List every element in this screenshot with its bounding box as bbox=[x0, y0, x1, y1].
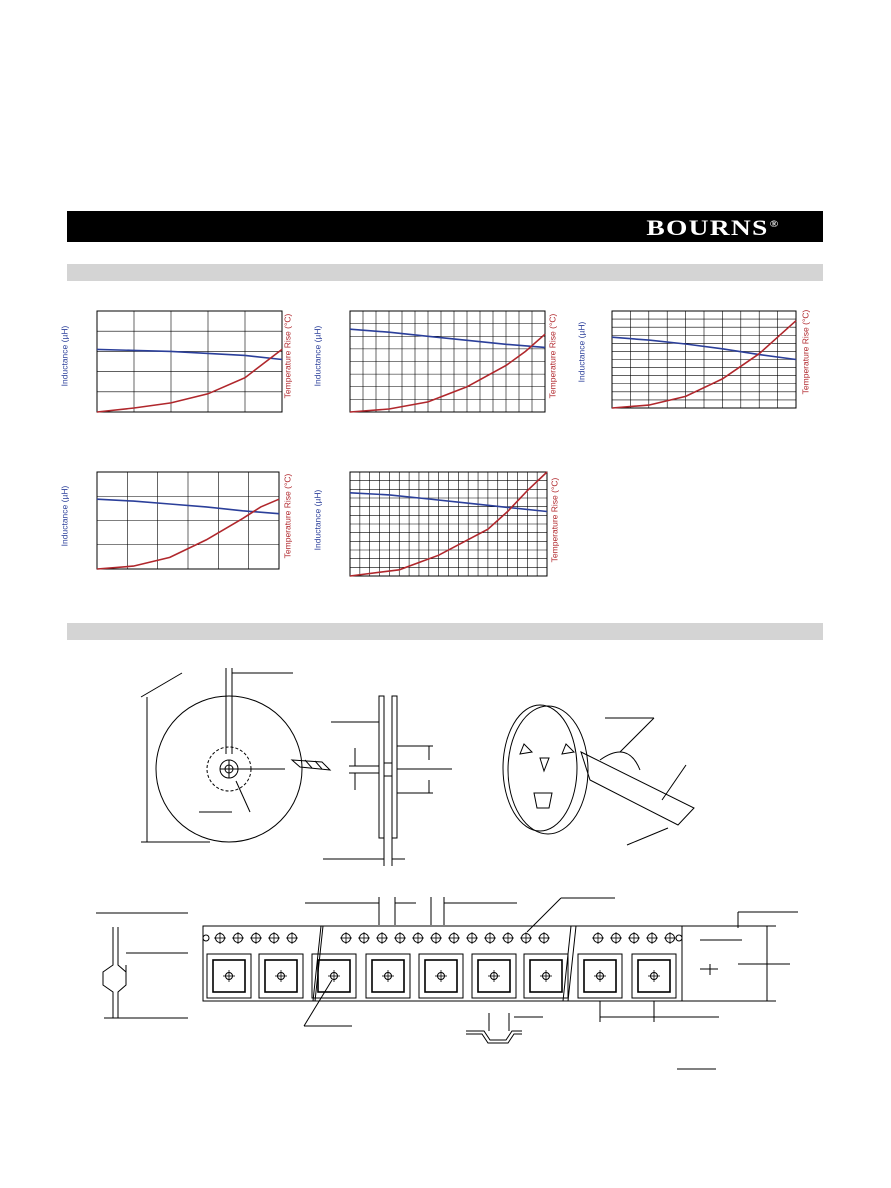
y-axis-label-temperature: Temperature Rise (°C) bbox=[547, 313, 558, 399]
y-axis-label-temperature: Temperature Rise (°C) bbox=[282, 313, 293, 399]
carrier-tape bbox=[203, 926, 682, 1001]
tape-side-profile bbox=[96, 913, 188, 1018]
tape-edge-notch bbox=[676, 935, 682, 941]
y-axis-label-inductance: Inductance (µH) bbox=[576, 321, 587, 383]
y-axis-label-temperature: Temperature Rise (°C) bbox=[549, 477, 560, 563]
brand-name: BOURNS bbox=[645, 215, 769, 240]
reel-side-view bbox=[323, 696, 452, 866]
registered-mark: ® bbox=[769, 218, 779, 229]
tape-edge-notch bbox=[203, 935, 209, 941]
reel-front-view bbox=[141, 668, 330, 842]
y-axis-label-inductance: Inductance (µH) bbox=[312, 325, 323, 387]
y-axis-label-temperature: Temperature Rise (°C) bbox=[800, 309, 811, 395]
y-axis-label-inductance: Inductance (µH) bbox=[59, 485, 70, 547]
reel-perspective-view bbox=[503, 705, 694, 845]
y-axis-label-temperature: Temperature Rise (°C) bbox=[282, 473, 293, 559]
tape-dimension-lines bbox=[304, 897, 798, 1069]
y-axis-label-inductance: Inductance (µH) bbox=[312, 489, 323, 551]
y-axis-label-inductance: Inductance (µH) bbox=[59, 325, 70, 387]
tape-segment bbox=[313, 926, 576, 1001]
tape-segment bbox=[203, 926, 323, 1001]
